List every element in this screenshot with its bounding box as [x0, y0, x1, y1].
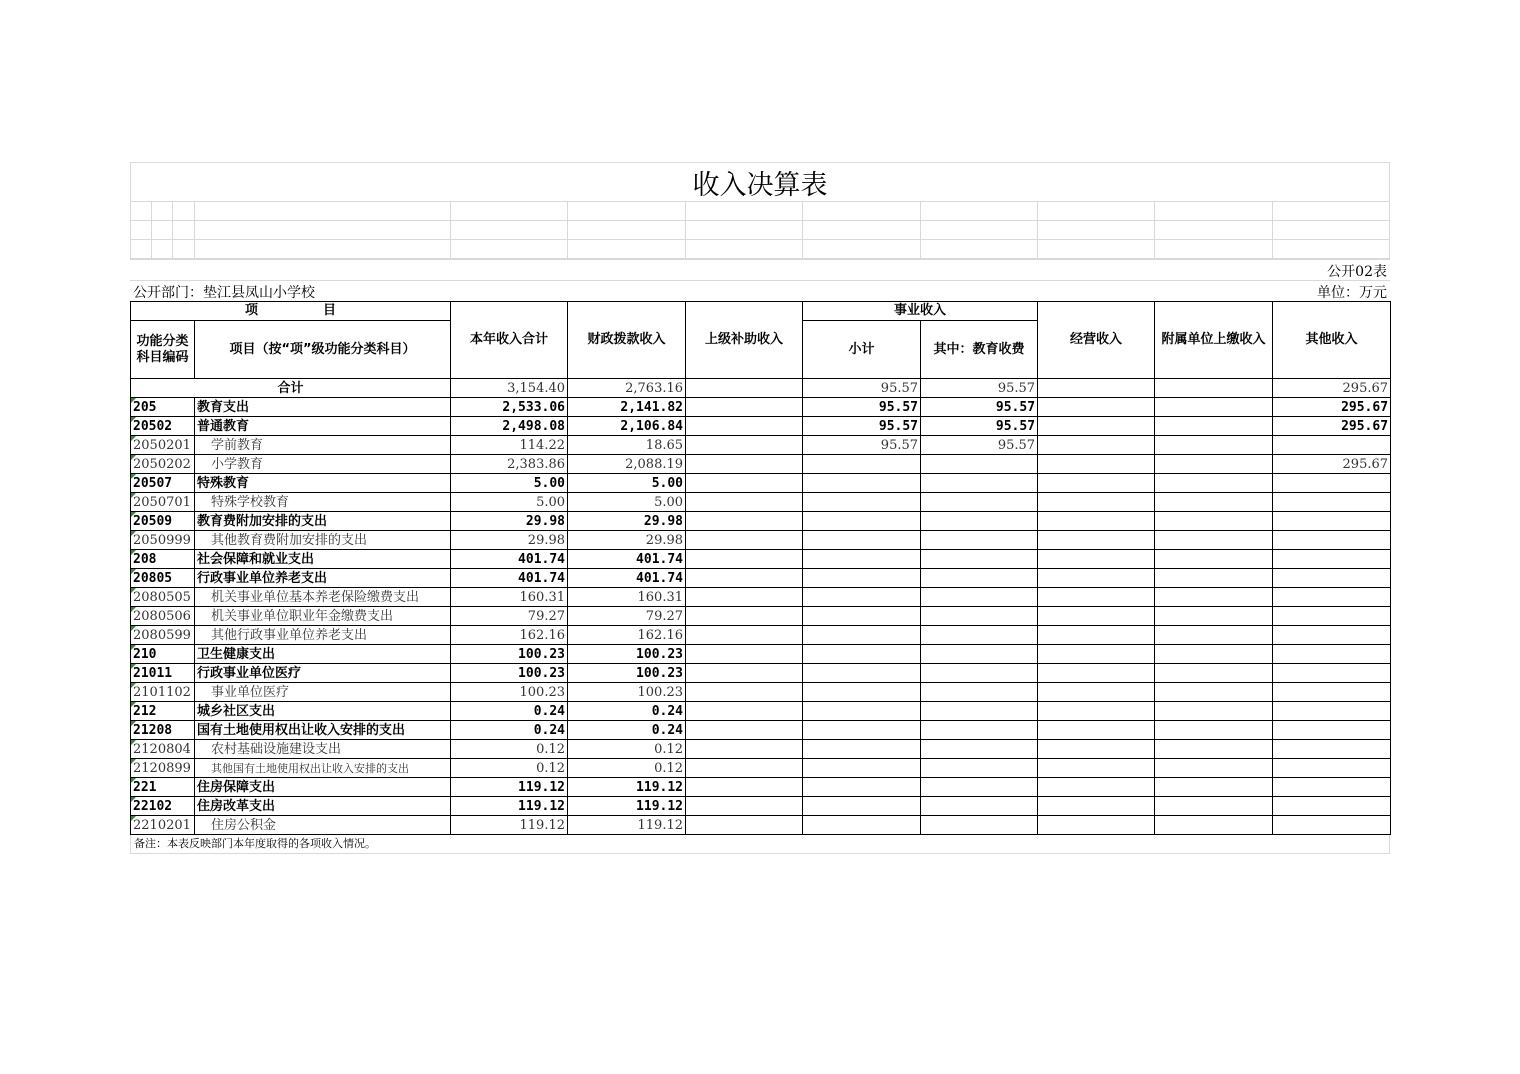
other-cell [1273, 664, 1391, 683]
table-row [131, 436, 1391, 455]
total-label: 合计 [131, 379, 451, 398]
superior-cell [686, 379, 803, 398]
affiliated-cell [1155, 379, 1273, 398]
subtotal-cell [803, 455, 921, 474]
fiscal-cell: 5.00 [568, 493, 686, 512]
superior-cell [686, 816, 803, 835]
edu-fee-cell [921, 607, 1038, 626]
empty-grid-rows [130, 201, 1390, 259]
table-row [131, 417, 1391, 436]
other-cell [1273, 550, 1391, 569]
unit-label: 单位：万元 [1317, 285, 1387, 301]
total-cell: 5.00 [451, 493, 568, 512]
total-cell: 401.74 [451, 550, 568, 569]
fiscal-cell: 100.23 [568, 683, 686, 702]
name-cell: 其他教育费附加安排的支出 [195, 531, 451, 550]
operating-cell [1038, 569, 1155, 588]
code-cell: 208 [131, 550, 195, 569]
other-cell: 295.67 [1273, 455, 1391, 474]
affiliated-cell [1155, 702, 1273, 721]
superior-cell [686, 759, 803, 778]
total-cell: 29.98 [451, 531, 568, 550]
affiliated-cell [1155, 550, 1273, 569]
edu-fee-cell [921, 740, 1038, 759]
superior-cell [686, 474, 803, 493]
operating-cell [1038, 645, 1155, 664]
edu-fee-cell: 95.57 [921, 417, 1038, 436]
other-cell [1273, 436, 1391, 455]
subtotal-cell [803, 588, 921, 607]
name-cell: 农村基础设施建设支出 [195, 740, 451, 759]
other-cell [1273, 740, 1391, 759]
fiscal-cell: 5.00 [568, 474, 686, 493]
operating-cell [1038, 493, 1155, 512]
subtotal-cell: 95.57 [803, 417, 921, 436]
total-cell: 160.31 [451, 588, 568, 607]
name-cell: 其他行政事业单位养老支出 [195, 626, 451, 645]
total-cell: 162.16 [451, 626, 568, 645]
code-cell: 212 [131, 702, 195, 721]
edu-fee-cell: 95.57 [921, 379, 1038, 398]
name-cell: 国有土地使用权出让收入安排的支出 [195, 721, 451, 740]
total-cell: 0.24 [451, 721, 568, 740]
affiliated-cell [1155, 455, 1273, 474]
affiliated-cell [1155, 778, 1273, 797]
superior-cell [686, 607, 803, 626]
operating-cell [1038, 398, 1155, 417]
edu-fee-cell [921, 702, 1038, 721]
fiscal-cell: 2,088.19 [568, 455, 686, 474]
name-cell: 机关事业单位基本养老保险缴费支出 [195, 588, 451, 607]
name-cell: 教育支出 [195, 398, 451, 417]
code-cell: 2210201 [131, 816, 195, 835]
edu-fee-cell: 95.57 [921, 398, 1038, 417]
edu-fee-cell [921, 588, 1038, 607]
table-row [131, 664, 1391, 683]
code-cell: 2050999 [131, 531, 195, 550]
code-cell: 20502 [131, 417, 195, 436]
affiliated-cell [1155, 759, 1273, 778]
fiscal-cell: 100.23 [568, 664, 686, 683]
operating-cell [1038, 607, 1155, 626]
edu-fee-cell [921, 474, 1038, 493]
fiscal-cell: 160.31 [568, 588, 686, 607]
fiscal-cell: 29.98 [568, 512, 686, 531]
operating-cell [1038, 683, 1155, 702]
fiscal-cell: 0.24 [568, 702, 686, 721]
operating-cell [1038, 379, 1155, 398]
table-row [131, 626, 1391, 645]
header-affiliated: 附属单位上缴收入 [1155, 302, 1273, 379]
header-name: 项目（按“项”级功能分类科目） [195, 321, 451, 379]
table-row [131, 512, 1391, 531]
edu-fee-cell [921, 626, 1038, 645]
code-cell: 21208 [131, 721, 195, 740]
header-business-group: 事业收入 [803, 302, 1038, 321]
operating-cell [1038, 455, 1155, 474]
table-row [131, 569, 1391, 588]
table-row [131, 683, 1391, 702]
subtotal-cell [803, 778, 921, 797]
other-cell [1273, 721, 1391, 740]
fiscal-cell: 0.12 [568, 759, 686, 778]
superior-cell [686, 569, 803, 588]
other-cell [1273, 797, 1391, 816]
code-cell: 2050701 [131, 493, 195, 512]
fiscal-cell: 401.74 [568, 569, 686, 588]
fiscal-cell: 79.27 [568, 607, 686, 626]
table-row [131, 740, 1391, 759]
superior-cell [686, 778, 803, 797]
affiliated-cell [1155, 626, 1273, 645]
total-cell: 401.74 [451, 569, 568, 588]
affiliated-cell [1155, 607, 1273, 626]
table-row [131, 398, 1391, 417]
table-row [131, 493, 1391, 512]
name-cell: 住房保障支出 [195, 778, 451, 797]
header-superior: 上级补助收入 [686, 302, 803, 379]
other-cell [1273, 588, 1391, 607]
table-row [131, 531, 1391, 550]
operating-cell [1038, 550, 1155, 569]
affiliated-cell [1155, 797, 1273, 816]
other-cell [1273, 512, 1391, 531]
fiscal-cell: 0.24 [568, 721, 686, 740]
fiscal-cell: 162.16 [568, 626, 686, 645]
code-cell: 2120899 [131, 759, 195, 778]
header-item-group: 项 目 [131, 302, 451, 321]
total-cell: 2,383.86 [451, 455, 568, 474]
edu-fee-cell [921, 512, 1038, 531]
name-cell: 住房改革支出 [195, 797, 451, 816]
income-table [130, 301, 1391, 835]
total-row [131, 379, 1391, 398]
subtotal-cell [803, 607, 921, 626]
edu-fee-cell [921, 797, 1038, 816]
operating-cell [1038, 702, 1155, 721]
affiliated-cell [1155, 493, 1273, 512]
superior-cell [686, 531, 803, 550]
affiliated-cell [1155, 740, 1273, 759]
total-cell: 2,498.08 [451, 417, 568, 436]
operating-cell [1038, 417, 1155, 436]
total-cell: 100.23 [451, 645, 568, 664]
operating-cell [1038, 797, 1155, 816]
edu-fee-cell [921, 645, 1038, 664]
edu-fee-cell [921, 569, 1038, 588]
affiliated-cell [1155, 569, 1273, 588]
fiscal-cell: 100.23 [568, 645, 686, 664]
other-cell: 295.67 [1273, 379, 1391, 398]
table-row [131, 759, 1391, 778]
sheet-title: 收入决算表 [130, 162, 1390, 201]
affiliated-cell [1155, 683, 1273, 702]
edu-fee-cell [921, 759, 1038, 778]
table-row [131, 702, 1391, 721]
table-row [131, 474, 1391, 493]
fiscal-cell: 2,141.82 [568, 398, 686, 417]
superior-cell [686, 588, 803, 607]
total-cell: 119.12 [451, 797, 568, 816]
table-row [131, 550, 1391, 569]
other-cell [1273, 531, 1391, 550]
code-cell: 20509 [131, 512, 195, 531]
income-table-body [131, 379, 1391, 835]
superior-cell [686, 645, 803, 664]
total-cell: 79.27 [451, 607, 568, 626]
fiscal-cell: 18.65 [568, 436, 686, 455]
fiscal-cell: 0.12 [568, 740, 686, 759]
header-operating: 经营收入 [1038, 302, 1155, 379]
edu-fee-cell [921, 550, 1038, 569]
name-cell: 小学教育 [195, 455, 451, 474]
other-cell [1273, 759, 1391, 778]
subtotal-cell [803, 683, 921, 702]
department-row [130, 280, 1390, 301]
total-cell: 100.23 [451, 683, 568, 702]
subtotal-cell [803, 740, 921, 759]
affiliated-cell [1155, 588, 1273, 607]
fiscal-cell: 401.74 [568, 550, 686, 569]
operating-cell [1038, 474, 1155, 493]
total-cell: 114.22 [451, 436, 568, 455]
name-cell: 卫生健康支出 [195, 645, 451, 664]
header-subtotal: 小计 [803, 321, 921, 379]
total-cell: 0.24 [451, 702, 568, 721]
superior-cell [686, 550, 803, 569]
table-row [131, 455, 1391, 474]
other-cell [1273, 778, 1391, 797]
operating-cell [1038, 588, 1155, 607]
operating-cell [1038, 512, 1155, 531]
other-cell: 295.67 [1273, 417, 1391, 436]
operating-cell [1038, 626, 1155, 645]
subtotal-cell [803, 493, 921, 512]
other-cell [1273, 645, 1391, 664]
code-cell: 2080505 [131, 588, 195, 607]
affiliated-cell [1155, 474, 1273, 493]
superior-cell [686, 702, 803, 721]
total-cell: 29.98 [451, 512, 568, 531]
edu-fee-cell [921, 664, 1038, 683]
total-cell: 100.23 [451, 664, 568, 683]
affiliated-cell [1155, 436, 1273, 455]
superior-cell [686, 626, 803, 645]
other-cell [1273, 607, 1391, 626]
other-cell [1273, 474, 1391, 493]
name-cell: 学前教育 [195, 436, 451, 455]
subtotal-cell: 95.57 [803, 379, 921, 398]
code-cell: 2080599 [131, 626, 195, 645]
table-row [131, 588, 1391, 607]
other-cell [1273, 626, 1391, 645]
fiscal-cell: 2,763.16 [568, 379, 686, 398]
affiliated-cell [1155, 398, 1273, 417]
edu-fee-cell [921, 778, 1038, 797]
header-total-income: 本年收入合计 [451, 302, 568, 379]
superior-cell [686, 683, 803, 702]
subtotal-cell: 95.57 [803, 398, 921, 417]
superior-cell [686, 493, 803, 512]
header-other: 其他收入 [1273, 302, 1391, 379]
superior-cell [686, 797, 803, 816]
affiliated-cell [1155, 645, 1273, 664]
header-code: 功能分类科目编码 [131, 321, 195, 379]
subtotal-cell [803, 759, 921, 778]
table-row [131, 816, 1391, 835]
subtotal-cell [803, 531, 921, 550]
other-cell [1273, 683, 1391, 702]
table-row [131, 607, 1391, 626]
superior-cell [686, 512, 803, 531]
name-cell: 普通教育 [195, 417, 451, 436]
table-row [131, 797, 1391, 816]
code-cell: 2050202 [131, 455, 195, 474]
header-edu-fee: 其中：教育收费 [921, 321, 1038, 379]
subtotal-cell [803, 797, 921, 816]
table-row [131, 721, 1391, 740]
department-label: 公开部门：垫江县凤山小学校 [133, 285, 315, 301]
subtotal-cell [803, 702, 921, 721]
subtotal-cell [803, 816, 921, 835]
subtotal-cell [803, 550, 921, 569]
affiliated-cell [1155, 531, 1273, 550]
affiliated-cell [1155, 512, 1273, 531]
fiscal-cell: 119.12 [568, 778, 686, 797]
code-cell: 221 [131, 778, 195, 797]
code-cell: 20507 [131, 474, 195, 493]
total-cell: 3,154.40 [451, 379, 568, 398]
name-cell: 事业单位医疗 [195, 683, 451, 702]
other-cell [1273, 702, 1391, 721]
fiscal-cell: 119.12 [568, 816, 686, 835]
name-cell: 其他国有土地使用权出让收入安排的支出 [195, 759, 451, 778]
subtotal-cell [803, 474, 921, 493]
subtotal-cell [803, 721, 921, 740]
code-cell: 2120804 [131, 740, 195, 759]
code-cell: 2050201 [131, 436, 195, 455]
edu-fee-cell: 95.57 [921, 436, 1038, 455]
edu-fee-cell [921, 816, 1038, 835]
code-cell: 2101102 [131, 683, 195, 702]
affiliated-cell [1155, 721, 1273, 740]
superior-cell [686, 417, 803, 436]
fiscal-cell: 119.12 [568, 797, 686, 816]
form-number-row [130, 259, 1390, 280]
subtotal-cell [803, 626, 921, 645]
code-cell: 2080506 [131, 607, 195, 626]
name-cell: 社会保障和就业支出 [195, 550, 451, 569]
other-cell [1273, 569, 1391, 588]
operating-cell [1038, 436, 1155, 455]
superior-cell [686, 455, 803, 474]
name-cell: 教育费附加安排的支出 [195, 512, 451, 531]
name-cell: 特殊学校教育 [195, 493, 451, 512]
name-cell: 住房公积金 [195, 816, 451, 835]
other-cell [1273, 493, 1391, 512]
superior-cell [686, 740, 803, 759]
superior-cell [686, 664, 803, 683]
operating-cell [1038, 740, 1155, 759]
name-cell: 机关事业单位职业年金缴费支出 [195, 607, 451, 626]
name-cell: 特殊教育 [195, 474, 451, 493]
fiscal-cell: 29.98 [568, 531, 686, 550]
operating-cell [1038, 759, 1155, 778]
subtotal-cell [803, 645, 921, 664]
superior-cell [686, 436, 803, 455]
name-cell: 行政事业单位养老支出 [195, 569, 451, 588]
operating-cell [1038, 778, 1155, 797]
subtotal-cell [803, 664, 921, 683]
subtotal-cell [803, 569, 921, 588]
affiliated-cell [1155, 417, 1273, 436]
edu-fee-cell [921, 683, 1038, 702]
total-cell: 119.12 [451, 778, 568, 797]
other-cell [1273, 816, 1391, 835]
total-cell: 119.12 [451, 816, 568, 835]
edu-fee-cell [921, 531, 1038, 550]
table-row [131, 778, 1391, 797]
subtotal-cell [803, 512, 921, 531]
total-cell: 5.00 [451, 474, 568, 493]
superior-cell [686, 398, 803, 417]
code-cell: 210 [131, 645, 195, 664]
income-statement-sheet [130, 162, 1390, 854]
form-number: 公开02表 [1327, 264, 1387, 280]
edu-fee-cell [921, 455, 1038, 474]
operating-cell [1038, 531, 1155, 550]
operating-cell [1038, 721, 1155, 740]
code-cell: 21011 [131, 664, 195, 683]
operating-cell [1038, 664, 1155, 683]
affiliated-cell [1155, 816, 1273, 835]
subtotal-cell: 95.57 [803, 436, 921, 455]
total-cell: 2,533.06 [451, 398, 568, 417]
code-cell: 205 [131, 398, 195, 417]
name-cell: 行政事业单位医疗 [195, 664, 451, 683]
table-row [131, 645, 1391, 664]
name-cell: 城乡社区支出 [195, 702, 451, 721]
code-cell: 20805 [131, 569, 195, 588]
other-cell: 295.67 [1273, 398, 1391, 417]
fiscal-cell: 2,106.84 [568, 417, 686, 436]
header-fiscal: 财政拨款收入 [568, 302, 686, 379]
edu-fee-cell [921, 493, 1038, 512]
footnote: 备注：本表反映部门本年度取得的各项收入情况。 [130, 835, 1390, 854]
total-cell: 0.12 [451, 740, 568, 759]
code-cell: 22102 [131, 797, 195, 816]
affiliated-cell [1155, 664, 1273, 683]
superior-cell [686, 721, 803, 740]
total-cell: 0.12 [451, 759, 568, 778]
operating-cell [1038, 816, 1155, 835]
edu-fee-cell [921, 721, 1038, 740]
